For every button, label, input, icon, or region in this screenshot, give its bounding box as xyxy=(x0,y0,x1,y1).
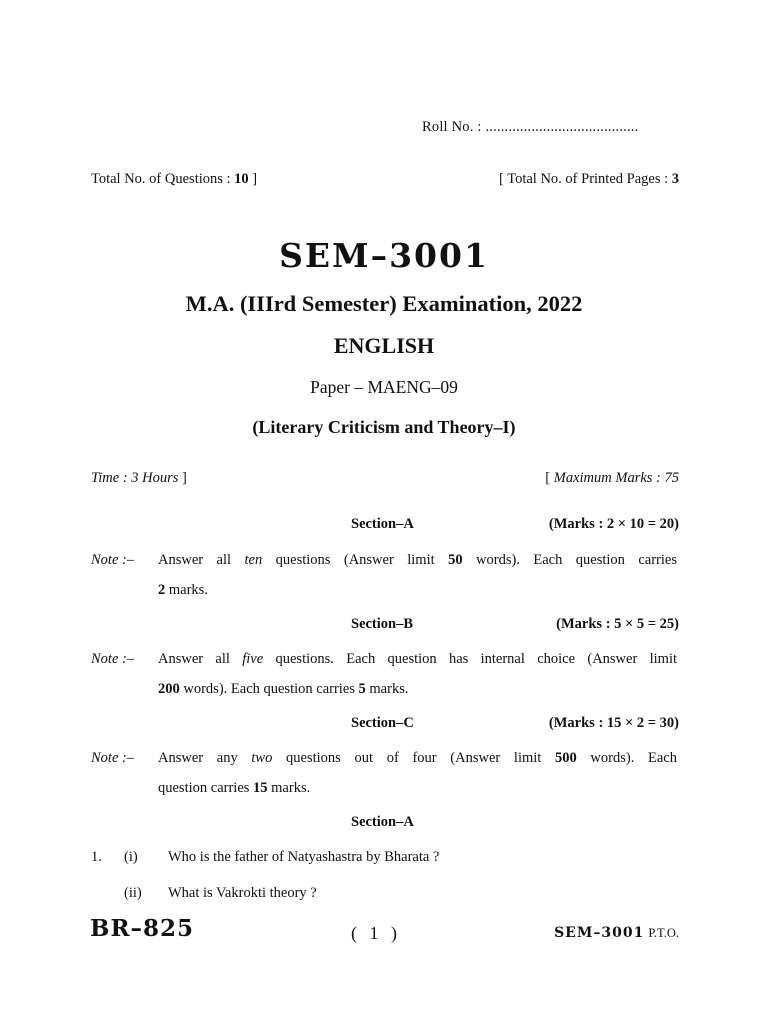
note-bold: 5 xyxy=(358,681,366,697)
question-sub-number: (ii) xyxy=(124,885,142,901)
section-b-marks: (Marks : 5 × 5 = 25) xyxy=(556,616,679,632)
exam-title: M.A. (IIIrd Semester) Examination, 2022 xyxy=(185,291,583,316)
roll-number-blank: ........................................ xyxy=(485,119,639,135)
section-a-note-text xyxy=(158,545,677,605)
note-text: questions out of four (Answer limit xyxy=(272,750,555,766)
note-bold: 50 xyxy=(448,552,463,568)
note-bold: 15 xyxy=(253,780,268,796)
section-c-heading: Section–C xyxy=(351,715,414,731)
footer-booklet-code: BR–825 xyxy=(90,915,195,942)
section-a-marks: (Marks : 2 × 10 = 20) xyxy=(548,516,679,532)
maximum-marks xyxy=(545,470,679,487)
section-c-marks: (Marks : 15 × 2 = 30) xyxy=(548,715,679,731)
footer-paper-code xyxy=(554,925,679,942)
note-label: Note :– xyxy=(91,552,135,568)
section-b-note-text xyxy=(158,644,677,704)
section-a-heading: Section–A xyxy=(351,516,414,532)
printed-pages-label: [ Total No. of Printed Pages : xyxy=(499,171,669,187)
questions-section-heading: Section–A xyxy=(351,814,414,830)
question-number: 1. xyxy=(91,849,102,865)
question-sub-number: (i) xyxy=(124,849,138,865)
note-label: Note :– xyxy=(91,750,135,766)
note-emphasis: ten xyxy=(244,552,263,568)
time-bracket: ] xyxy=(182,470,187,486)
time-text: Time : 3 Hours xyxy=(91,470,179,486)
roll-number-line xyxy=(422,119,638,136)
paper-name: (Literary Criticism and Theory–I) xyxy=(252,417,516,437)
note-text: Answer all xyxy=(158,651,243,667)
note-text: words). Each question carries xyxy=(462,552,677,568)
note-line-1 xyxy=(158,545,677,575)
note-bold: 2 xyxy=(158,582,166,598)
section-b-note-label xyxy=(91,651,134,668)
time-allowed xyxy=(91,470,187,487)
section-c-note-label xyxy=(91,750,134,767)
note-text: marks. xyxy=(365,681,409,697)
total-questions-close: ] xyxy=(252,171,258,187)
note-line-1 xyxy=(158,644,677,674)
roll-number-label: Roll No. : xyxy=(422,119,482,135)
paper-code-title: SEM–3001 xyxy=(279,236,489,275)
note-line-2 xyxy=(158,674,677,704)
note-text: question carries xyxy=(158,780,254,796)
max-marks-bracket: [ xyxy=(545,470,551,486)
note-line-2 xyxy=(158,773,677,803)
note-bold: 200 xyxy=(158,681,180,697)
note-text: Answer any xyxy=(158,750,252,766)
note-text: questions (Answer limit xyxy=(262,552,449,568)
printed-pages-value: 3 xyxy=(671,171,679,187)
total-questions-label: Total No. of Questions : xyxy=(91,171,231,187)
question-text: What is Vakrokti theory ? xyxy=(168,885,317,901)
note-text: marks. xyxy=(165,582,208,598)
total-printed-pages xyxy=(499,171,679,188)
footer-pto: P.T.O. xyxy=(648,926,679,940)
total-questions-value: 10 xyxy=(234,171,249,187)
note-label: Note :– xyxy=(91,651,135,667)
total-questions xyxy=(91,171,257,188)
note-text: words). Each question carries xyxy=(179,681,359,697)
subject-title: ENGLISH xyxy=(333,333,435,358)
footer-code: SEM–3001 xyxy=(554,925,645,941)
note-text: marks. xyxy=(267,780,311,796)
note-emphasis: five xyxy=(242,651,264,667)
note-text: questions. Each question has internal choice (Answer limit xyxy=(263,651,677,667)
section-b-heading: Section–B xyxy=(351,616,414,632)
note-emphasis: two xyxy=(251,750,273,766)
section-a-note-label xyxy=(91,552,134,569)
note-text: Answer all xyxy=(158,552,245,568)
question-text: Who is the father of Natyashastra by Bharata ? xyxy=(168,849,440,865)
paper-number: Paper – MAENG–09 xyxy=(310,377,458,397)
note-line-1 xyxy=(158,743,677,773)
note-line-2 xyxy=(158,575,677,605)
max-marks-text: Maximum Marks : 75 xyxy=(553,470,679,486)
section-c-note-text xyxy=(158,743,677,803)
note-bold: 500 xyxy=(555,750,577,766)
note-text: words). Each xyxy=(576,750,677,766)
footer-page-number: ( 1 ) xyxy=(351,923,401,943)
